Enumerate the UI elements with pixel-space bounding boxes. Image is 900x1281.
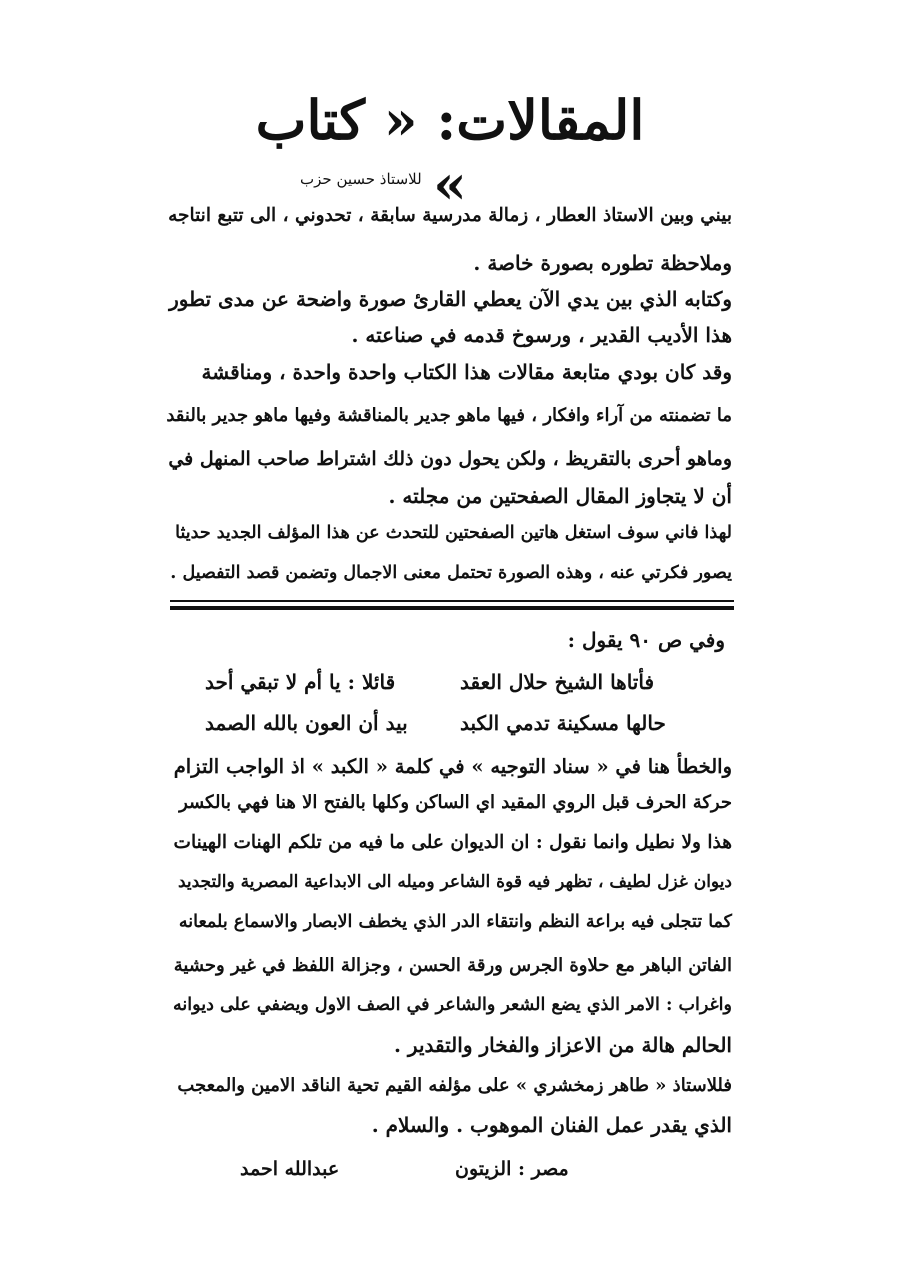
paragraph-line: بيني وبين الاستاذ العطار ، زمالة مدرسية سابقة ، تحدوني ، الى تتبع انتاجه	[168, 205, 732, 226]
paragraph-line: الفاتن الباهر مع حلاوة الجرس ورقة الحسن ، وجزالة اللفظ في غير وحشية	[173, 955, 732, 976]
paragraph-line: وملاحظة تطوره بصورة خاصة .	[473, 251, 732, 275]
paragraph-line: والخطأ هنا في « سناد التوجيه » في كلمة « الكبد » اذ الواجب التزام	[173, 755, 732, 778]
section-divider	[170, 600, 734, 610]
paragraph-line: ما تضمنته من آراء وافكار ، فيها ماهو جدير بالمناقشة وفيها ماهو جدير بالنقد	[166, 405, 732, 426]
paragraph-line: لهذا فاني سوف استغل هاتين الصفحتين للتحدث عن هذا المؤلف الجديد حديثا	[175, 523, 732, 543]
paragraph-line: أن لا يتجاوز المقال الصفحتين من مجلته .	[388, 484, 732, 508]
paragraph-line: الحالم هالة من الاعزاز والفخار والتقدير .	[394, 1033, 732, 1057]
paragraph-line: وماهو أحرى بالتقريظ ، ولكن يحول دون ذلك اشتراط صاحب المنهل في	[168, 448, 732, 470]
verse-hemistich: قائلا : يا أم لا تبقي أحد	[205, 670, 396, 694]
author-name: للاستاذ حسين حزب	[300, 170, 422, 188]
paragraph-line: حركة الحرف قبل الروي المقيد اي الساكن وكلها بالفتح الا هنا فهي بالكسر	[179, 792, 732, 813]
paragraph-line: واغراب : الامر الذي يضع الشعر والشاعر في الصف الاول ويضفي على ديوانه	[173, 995, 732, 1015]
paragraph-line: ديوان غزل لطيف ، تظهر فيه قوة الشاعر وميله الى الابداعية المصرية والتجديد	[177, 872, 732, 892]
paragraph-line: وقد كان بودي متابعة مقالات هذا الكتاب واحدة واحدة ، ومناقشة	[201, 360, 732, 384]
paragraph-line: الذي يقدر عمل الفنان الموهوب . والسلام .	[371, 1113, 732, 1137]
paragraph-line: فللاستاذ « طاهر زمخشري » على مؤلفه القيم تحية الناقد الامين والمعجب	[177, 1075, 732, 1096]
paragraph-line: هذا الأديب القدير ، ورسوخ قدمه في صناعته .	[351, 323, 732, 347]
paragraph-line: كما تتجلى فيه براعة النظم وانتقاء الدر الذي يخطف الابصار والاسماع بلمعانه	[178, 912, 732, 932]
paragraph-line: وكتابه الذي بين يدي الآن يعطي القارئ صورة واضحة عن مدى تطور	[169, 287, 732, 311]
paragraph-line: وفي ص ٩٠ يقول :	[567, 628, 725, 652]
signature-name: عبدالله احمد	[240, 1158, 340, 1180]
paragraph-line: يصور فكرتي عنه ، وهذه الصورة تحتمل معنى الاجمال وتضمن قصد التفصيل .	[170, 563, 732, 583]
verse-hemistich: بيد أن العون بالله الصمد	[205, 711, 408, 735]
signature-place: مصر : الزيتون	[455, 1158, 569, 1180]
paragraph-line: هذا ولا نطيل وانما نقول : ان الديوان على ما فيه من تلكم الهنات الهينات	[173, 832, 732, 853]
verse-hemistich: حالها مسكينة تدمي الكبد	[460, 711, 666, 735]
verse-hemistich: فأتاها الشيخ حلال العقد	[460, 670, 655, 694]
page-title: المقالات: « كتاب »	[255, 88, 645, 216]
